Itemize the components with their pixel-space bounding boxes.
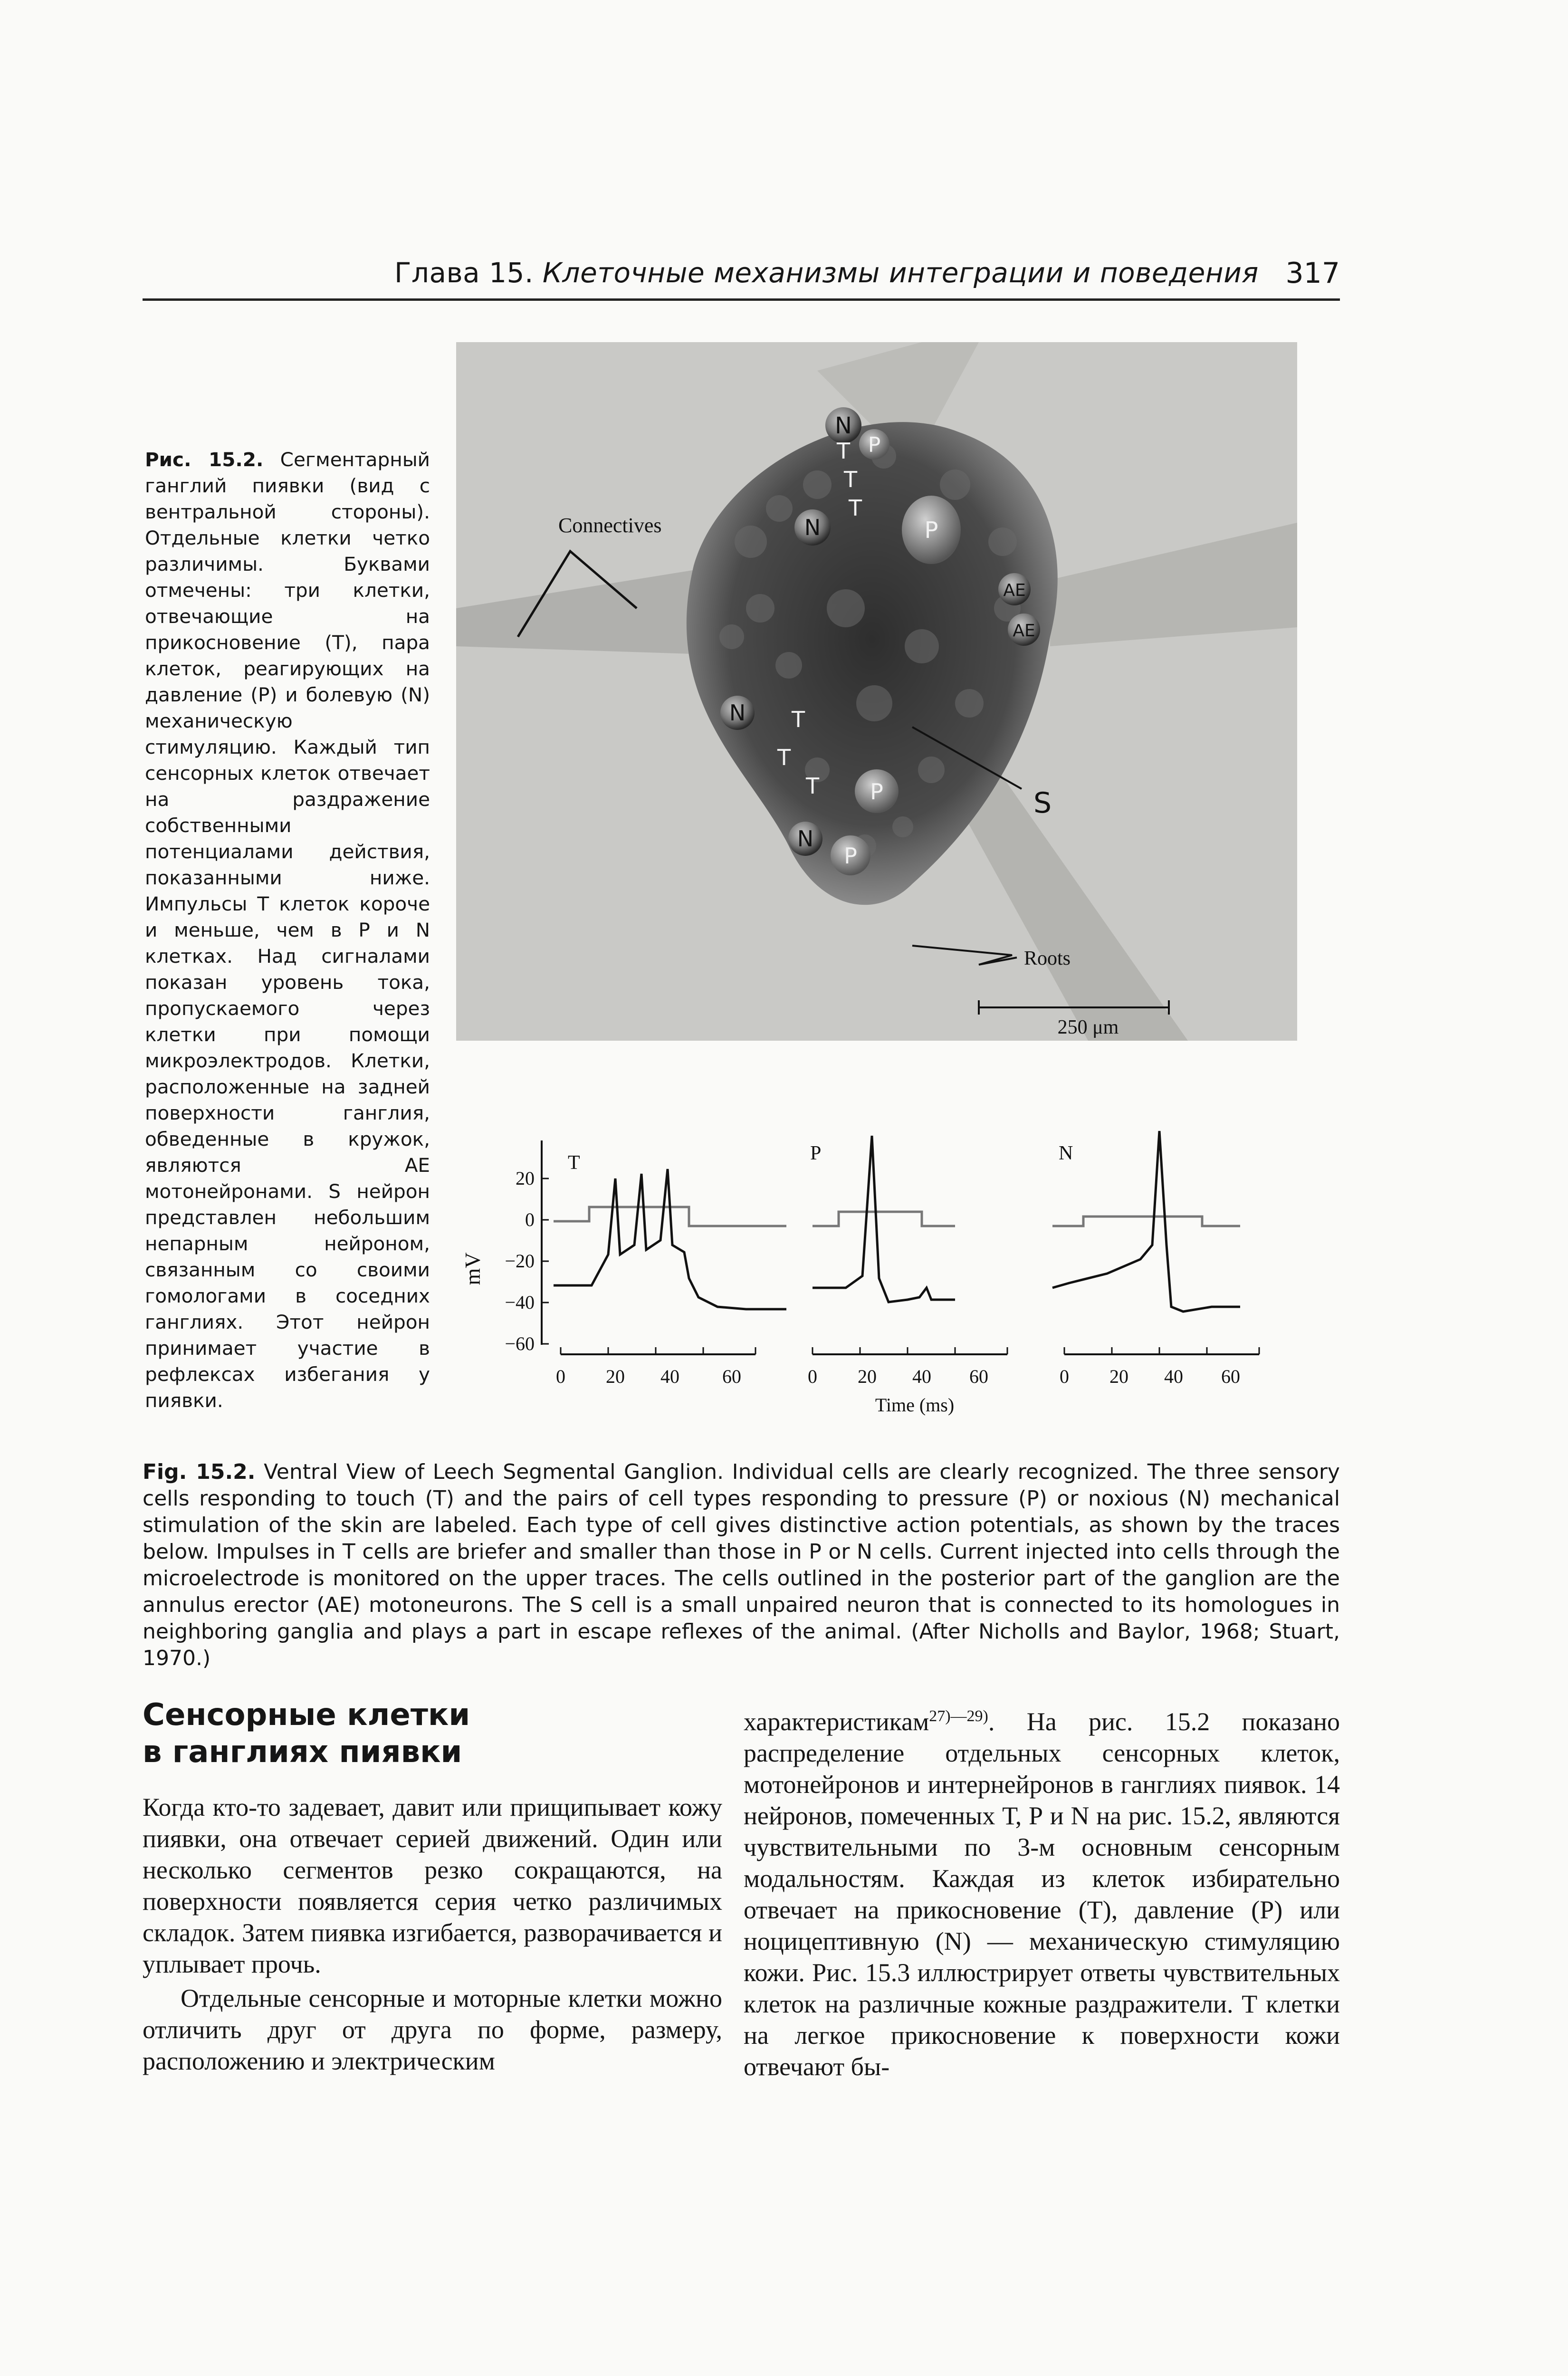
y-tick-minus60: −60 (505, 1333, 535, 1354)
roots-label: Roots (1024, 948, 1071, 969)
cell-n-4 (788, 822, 822, 856)
cell-t-2 (843, 467, 858, 492)
svg-text:T: T (836, 438, 851, 464)
svg-text:T: T (843, 467, 858, 492)
body-paragraph-2: Отдельные сенсорные и моторные клетки можно отличить друг от друга по форме, размеру, расположению и электрическим (143, 1984, 722, 2075)
svg-text:AE: AE (1003, 581, 1026, 600)
svg-text:P: P (844, 843, 857, 869)
n-x-tick-60: 60 (1221, 1366, 1240, 1387)
cell-t-6 (805, 773, 820, 799)
cell-p-upper-small (859, 429, 889, 460)
s-cell-label: S (1033, 786, 1052, 820)
cell-ae-1 (998, 573, 1031, 605)
panel-label-t: T (568, 1152, 580, 1174)
figure-label-ru: Рис. 15.2. (145, 448, 264, 471)
cell-t-1 (836, 438, 851, 464)
cell-p-upper-large (902, 496, 961, 564)
svg-text:T: T (848, 495, 862, 521)
svg-text:T: T (805, 773, 820, 799)
p-x-tick-40: 40 (912, 1366, 931, 1387)
header-rule (143, 298, 1340, 301)
svg-text:N: N (797, 826, 814, 852)
cell-t-4 (791, 707, 805, 732)
n-x-tick-20: 20 (1109, 1366, 1128, 1387)
panel-label-n: N (1059, 1142, 1073, 1164)
n-x-tick-0: 0 (1060, 1366, 1069, 1387)
traces-background (451, 1088, 1316, 1435)
section-title (143, 1696, 713, 1771)
svg-text:P: P (870, 779, 883, 805)
panel-label-p: P (810, 1142, 822, 1164)
section-title-line1: Сенсорные клетки (143, 1697, 470, 1733)
figure-label-en: Fig. 15.2. (143, 1460, 256, 1484)
body-paragraph-3 (744, 1706, 1340, 2082)
section-title-line2: в ганглиях пиявки (143, 1734, 462, 1770)
svg-text:T: T (777, 745, 791, 770)
y-axis-unit: mV (460, 1252, 485, 1285)
citation-superscript: 27)—29) (929, 1707, 988, 1725)
scale-bar-label: 250 μm (1057, 1016, 1119, 1038)
t-x-tick-20: 20 (606, 1366, 625, 1387)
body-paragraph-3-start: характеристикам (744, 1707, 929, 1736)
body-paragraph-1: Когда кто-то задевает, давит или прищипывает кожу пиявки, она отвечает серией движений. Один или несколько сегментов резко сокращаются, на поверхности появляется серия четко различимых складок. Затем пиявка изгибается, разворачивается и уплывает прочь. (143, 1793, 722, 1978)
ganglion-micrograph (456, 342, 1297, 1041)
cell-p-lower-1 (855, 769, 899, 813)
t-x-tick-0: 0 (556, 1366, 565, 1387)
chapter-title: Клеточные механизмы интеграции и поведения (542, 257, 1259, 289)
svg-text:AE: AE (1013, 621, 1035, 641)
p-x-tick-20: 20 (858, 1366, 877, 1387)
n-x-tick-40: 40 (1164, 1366, 1183, 1387)
svg-text:T: T (791, 707, 805, 732)
svg-text:P: P (868, 433, 881, 457)
figure-caption-en-text: Ventral View of Leech Segmental Ganglion. Individual cells are clearly recognized. The three sensory cells responding to touch (T) and the pairs of cell types responding to pressure (P) or noxious (N) mechanical stimulation of the skin are labeled. Each type of cell gives distinctive action potentials, as shown by the traces below. Impulses in T cells are briefer and smaller than those in P or N cells. Current injected into cells through the microelectrode is monitored on the upper traces. The cells outlined in the posterior part of the ganglion are the annulus erector (AE) motoneurons. The S cell is a small unpaired neuron that is connected to its homologues in neighboring ganglia and plays a part in escape reflexes of the animal. (After Nicholls and Baylor, 1968; Stuart, 1970.) (143, 1460, 1340, 1670)
y-tick-0: 0 (525, 1209, 535, 1230)
y-tick-20: 20 (516, 1168, 535, 1189)
chapter-number: Глава 15. (394, 257, 534, 289)
y-tick-minus20: −20 (505, 1250, 535, 1272)
figure-caption-en (143, 1459, 1340, 1672)
cell-t-3 (848, 495, 862, 521)
running-header (394, 257, 1345, 289)
cell-ae-2 (1008, 613, 1040, 646)
p-x-tick-0: 0 (808, 1366, 817, 1387)
figure-caption-ru (145, 447, 430, 1414)
t-x-tick-40: 40 (660, 1366, 679, 1387)
x-axis-label: Time (ms) (875, 1394, 955, 1416)
cell-p-lower-2 (831, 835, 870, 875)
connectives-label: Connectives (558, 514, 662, 537)
body-column-left (143, 1792, 722, 2077)
svg-text:N: N (835, 412, 852, 439)
p-x-tick-60: 60 (969, 1366, 988, 1387)
t-x-tick-60: 60 (722, 1366, 741, 1387)
page-number: 317 (1285, 257, 1340, 290)
cell-t-5 (777, 745, 791, 770)
figure-caption-ru-text: Сегментарный ганглий пиявки (вид с вентральной стороны). Отдельные клетки четко различимы. Буквами отмечены: три клетки, отвечающие на прикосновение (Т), пара клеток, реагирующих на давление (Р) и болевую (N) механическую стимуляцию. Каждый тип сенсорных клеток отвечает на раздражение собственными потенциалами действия, показанными ниже. Импульсы Т клеток короче и меньше, чем в Р и N клетках. Над сигналами показан уровень тока, пропускаемого через клетки при помощи микроэлектродов. Клетки, расположенные на задней поверхности ганглия, обведенные в кружок, являются АЕ мотонейронами. S нейрон представлен небольшим непарным нейроном, связанным со своими гомологами в соседних ганглиях. Этот нейрон принимает участие в рефлексах избегания у пиявки. (145, 448, 430, 1412)
action-potential-traces (451, 1088, 1316, 1435)
cell-n-2 (794, 509, 831, 546)
cell-n-3 (720, 696, 755, 730)
y-tick-minus40: −40 (505, 1292, 535, 1313)
svg-text:N: N (729, 700, 746, 726)
body-column-right (744, 1706, 1340, 2082)
body-paragraph-3-rest: . На рис. 15.2 показано распределение отдельных сенсорных клеток, мотонейронов и интернейронов в ганглиях пиявок. 14 нейронов, помеченных Т, Р и N на рис. 15.2, являются чувствительными по 3-м основным сенсорным модальностям. Каждая из клеток избирательно отвечает на прикосновение (Т), давление (Р) или ноцицептивную (N) — механическую стимуляцию кожи. Рис. 15.3 иллюстрирует ответы чувствительных клеток на различные кожные раздражители. Т клетки на легкое прикосновение к поверхности кожи отвечают бы- (744, 1707, 1340, 2081)
svg-text:P: P (924, 517, 938, 544)
svg-text:N: N (804, 515, 821, 540)
